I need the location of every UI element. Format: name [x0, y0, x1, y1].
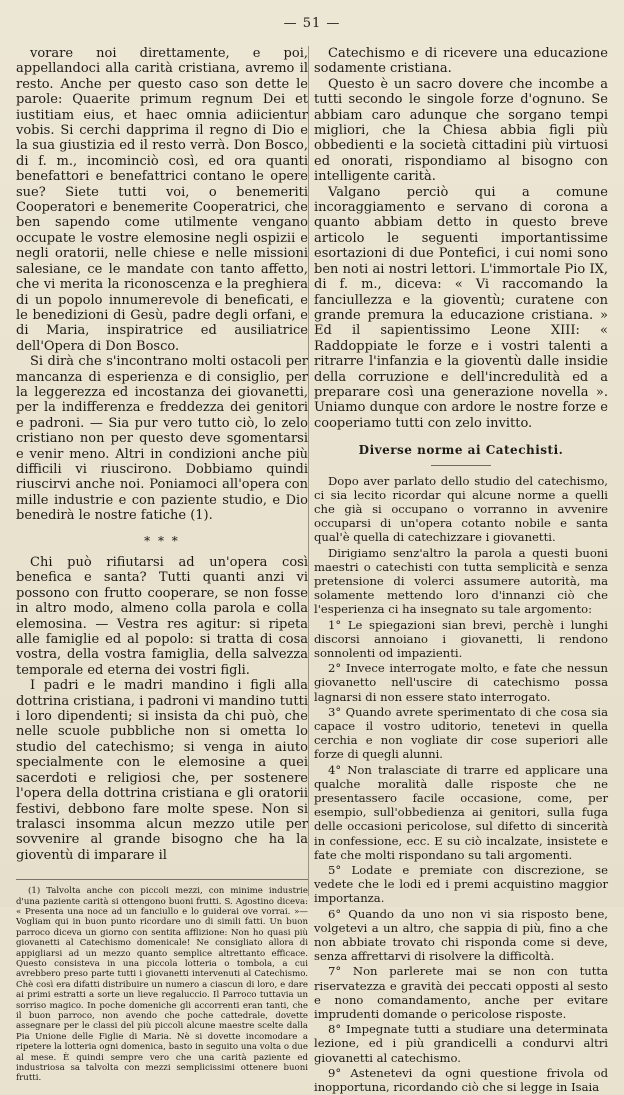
paragraph: Si dirà che s'incontrano molti ostacoli per mancanza di esperienza e di consiglio, per la leggerezza ed incostanza dei giovanetti, per la indifferenza e freddezza dei genitori e padroni. — Sia pur vero tutto ciò, lo zelo cristiano non per questo deve sgomentarsi e venir meno. Altri in condizioni anche più difficili vi riuscirono. Dobbiamo quindi riuscirvi anche noi. Poniamoci all'opera con mille industrie e con paziente studio, e Dio benedirà le nostre fatiche (1).	[16, 354, 308, 524]
left-column	[16, 46, 308, 1084]
footnote-text: (1) Talvolta anche con piccoli mezzi, con minime industrie d'una paziente carità si ottengono buoni frutti. S. Agostino diceva: « Presenta una noce ad un fanciullo e lo guiderai ove vorrai. »— Vogliam qui in buon punto ricordare uno di simili fatti. Un buon parroco diceva un giorno con sentita afflizione: Non ho quasi più giovanetti al Catechismo domenicale! Ne consigliato allora di appigliarsi ad un mezzo quanto semplice altrettanto efficace. Questo consisteva in una piccola lotteria o tombola, a cui avrebbero preso parte tutti i giovanetti intervenuti al Catechismo. Chè così era difatti distribuire un numero a ciascun di loro, e dare ai primi estratti a sorte un lieve regaluccio. Il Parroco tuttavia un sorriso magico. In poche domeniche gli accorrenti eran tanti, che il buon parroco, non avendo che poche cattedrale, dovette assegnare per le classi del più piccoli alcune maestre scelte dalla Pia Unione delle Figlie di Maria. Nè si dovette incomodare a ripetere la lotteria ogni domenica, basto in seguito una volta o due al mese. È quindi sempre vero che una carità paziente ed industriosa sa talvolta con mezzi semplicissimi ottenere buoni frutti.	[16, 886, 308, 1084]
norm-item: 3° Quando avrete sperimentato di che cosa sia capace il vostro uditorio, tenetevi in quella cerchia e non vogliate dir cose superiori alle forze di quegli alunni.	[314, 704, 608, 762]
section-heading-text: Diverse norme ai Catechisti.	[358, 443, 564, 458]
paragraph: Dopo aver parlato dello studio del catechismo, ci sia lecito ricordar qui alcune norme a quelli che già si occupano o vorranno in avvenire occuparsi di un'opera cotanto nobile e santa qual'è quella di catechizzare i giovanetti.	[314, 473, 608, 545]
paragraph: Valgano perciò qui a comune incoraggiamento e servano di corona a quanto abbiam detto in questo breve articolo le seguenti importantissime esortazioni di due Pontefici, i cui nomi sono ben noti ai nostri lettori. L'immortale Pio IX, di f. m., diceva: « Vi raccomando la fanciullezza e la gioventù; curatene con grande premura la educazione cristiana. » Ed il sapientissimo Leone XIII: « Raddoppiate le forze e i vostri talenti a ritrarre l'infanzia e la gioventù dalle insidie della corruzione e dell'incredulità ed a preparare così una generazione novella ». Uniamo dunque con ardore le nostre forze e cooperiamo tutti con zelo invitto.	[314, 184, 608, 431]
page-number: — 51 —	[283, 16, 341, 31]
norm-item: 7° Non parlerete mai se non con tutta riservatezza e gravità dei peccati opposti al sesto e nono comandamento, anche per evitare imprudenti domande o pericolose risposte.	[314, 964, 608, 1022]
paragraph: Catechismo e di ricevere una educazione sodamente cristiana.	[314, 46, 608, 77]
footnote	[16, 879, 308, 1084]
paragraph: I padri e le madri mandino i figli alla dottrina cristiana, i padroni vi mandino tutti i loro dipendenti; si insista da chi può, che nelle scuole pubbliche non si ometta lo studio del catechismo; si venga in aiuto specialmente con le elemosine a quei sacerdoti e religiosi che, per sostenere l'opera della dottrina cristiana e gli oratorii festivi, debbono fare molte spese. Non si tralasci insomma alcun mezzo utile per sovvenire al grande bisogno che ha la gioventù di imparare il	[16, 678, 308, 863]
norm-item: 1° Le spiegazioni sian brevi, perchè i lunghi discorsi annoiano i giovanetti, li rendono sonnolenti od impazienti.	[314, 617, 608, 660]
section-separator: * * *	[144, 533, 180, 548]
heading-rule	[431, 465, 491, 466]
right-column	[314, 46, 608, 1095]
norm-item: 2° Invece interrogate molto, e fate che nessun giovanetto nell'uscire di catechismo possa lagnarsi di non essere stato interrogato.	[314, 661, 608, 704]
column-divider	[308, 46, 309, 896]
norm-item: 9° Astenetevi da ogni questione frivola od inopportuna, ricordando ciò che si legge in Isaia	[314, 1065, 608, 1095]
paragraph: Questo è un sacro dovere che incombe a tutti secondo le singole forze d'ognuno. Se abbiam caro adunque che sorgano tempi migliori, che la Chiesa abbia figli più obbedienti e la società cittadini più virtuosi ed onorati, rispondiamo al bisogno con intelligente carità.	[314, 76, 608, 185]
norm-item: 5° Lodate e premiate con discrezione, se vedete che le lodi ed i premi acquistino maggior importanza.	[314, 863, 608, 906]
norm-item: 6° Quando da uno non vi sia risposto bene, volgetevi a un altro, che sappia di più, fino a che non abbiate trovato chi risponda come si deve, senza affrettarvi di risolvere la difficoltà.	[314, 906, 608, 964]
norms-section	[314, 474, 608, 1095]
paragraph: vorare noi direttamente, e poi, appellandoci alla carità cristiana, avremo il resto. Anche per questo caso son dette le parole: Quaerite primum regnum Dei et iustitiam eius, et haec omnia adiicientur vobis. Si cerchi dapprima il regno di Dio e la sua giustizia ed il resto verrà. Don Bosco, di f. m., incominciò così, ed ora quanti benefattori e benefattrici contano le opere sue? Siete tutti voi, o benemeriti Cooperatori e benemerite Cooperatrici, che ben sapendo come utilmente vengano occupate le vostre elemosine negli ospizii e negli oratorii, nelle chiese e nelle missioni salesiane, ce le mandate con tanto affetto, che vi merita la riconoscenza e la preghiera di un popolo innumerevole di beneficati, e le benedizioni di Gesù, padre degli orfani, e di Maria, inspiratrice ed ausiliatrice dell'Opera di Don Bosco.	[16, 46, 308, 354]
paragraph: Dirigiamo senz'altro la parola a questi buoni maestri o catechisti con tutta semplicità e senza pretensione di volerci assumere autorità, ma solamente mettendo loro d'innanzi ciò che l'esperienza ci ha insegnato su tale argomento:	[314, 545, 608, 617]
norm-item: 4° Non tralasciate di trarre ed applicare una qualche moralità dalle risposte che ne presentassero facile occasione, come, per esempio, sull'obbedienza ai genitori, sulla fuga delle occasioni pericolose, sul difetto di sincerità in confessione, ecc. E su ciò incalzate, insistete e fate che molti rispondano su tali argomenti.	[314, 762, 608, 862]
section-heading	[314, 443, 608, 465]
norm-item: 8° Impegnate tutti a studiare una determinata lezione, ed i più grandicelli a condurvi altri giovanetti al catechismo.	[314, 1022, 608, 1065]
paragraph: Chi può rifiutarsi ad un'opera così benefica e santa? Tutti quanti anzi vi possono con frutto cooperare, se non fosse in altro modo, almeno colla parola e colla elemosina. — Vestra res agitur: si ripeta alle famiglie ed al popolo: si tratta di cosa vostra, della vostra famiglia, della salvezza temporale ed eterna dei vostri figli.	[16, 555, 308, 678]
